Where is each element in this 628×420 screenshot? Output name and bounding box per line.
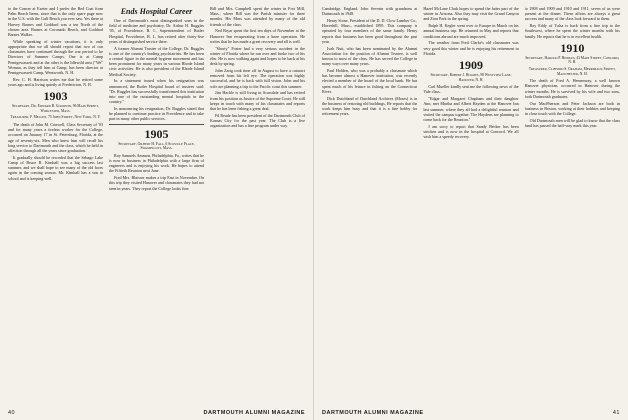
page-number: 40 xyxy=(8,410,16,416)
article-headline: Ends Hospital Career xyxy=(120,7,193,16)
class-treasurer-info: Treasurer, Clifford S. Graham, Merrimack Street, Manchester, N. H. xyxy=(528,67,616,76)
paragraph: Hazel McLane Clark hopes to spend the latter part of the winter in Arizona. Also they may visit the Grand Canyon and Zion Park in the spring. xyxy=(423,6,519,22)
magazine-title: DARTMOUTH ALUMNI MAGAZINE xyxy=(203,410,305,416)
paragraph: While speaking of winter vacations, it is only appropriate that we all should report that two of our classmates have continued through the war period to be Directors of Summer Camps. One is at Camp Pemigewassett and at the other is the Idlewild area ("We" Woman, as they tell him at Camp, has been director at Pemigewassett Camp, Wentworth, N. H. xyxy=(8,38,103,76)
paragraph: Henry Stone, President of the D. D. Clow Lumber Co., Haverhill, Mass., established 1895. This company is operated by four members of the same family. Henry reports that business has been good throughout the past year. xyxy=(322,18,418,44)
left-page-footer xyxy=(8,410,305,416)
paragraph: It gradually should be recorded that the Sebago Lake Camp of Bruce R. Kimball was a big success last summer, and we shall hope to see many of the old faces again in the coming season. Mr. Kimball has a son in school and is keeping well. xyxy=(8,154,103,181)
right-page-footer xyxy=(322,410,620,416)
class-secretary-info: Secretary, Dr. Edward R. Goodwin, 96 Main Street, Worcester, Mass. xyxy=(12,104,99,113)
paragraph: Rev. C. H. Harrison writes me that he retired some years ago and is living quietly at Fredericton, N. B. xyxy=(8,76,103,88)
right-column-2 xyxy=(423,6,518,400)
paragraph: Cambridge, England. John Severin with grandsons at Dartmouth in 1948. xyxy=(322,6,418,17)
right-column-3 xyxy=(525,6,620,400)
class-secretary-info: Secretary, Harold P. Hinman, 43 Main Street, Concord, N. H. xyxy=(525,55,620,65)
right-page-columns xyxy=(322,6,620,400)
paragraph: Paul Holden, who was a probably a classmate which has become almost a Hanover institution, was recently elected a member of the board of the local bank. He has spent much of his leisure in fishing on the Connecticut River. xyxy=(322,68,418,94)
paragraph: Jim Hackle is still living in Scarsdale and has retired from his position as Justice of the Supreme Court. He still keeps in touch with many of his classmates and reports that he has been fishing a great deal. xyxy=(210,90,305,112)
paragraph: Dick Dutchland of Dutchland Archives (Moses) is in the business of restoring old buildings. He reports that the work keeps him busy and that it is a fine hobby for retirement years. xyxy=(322,95,418,117)
paragraph: to 1908 and 1909 and 1910 and 1911, seven of us were present at the dinner. These affairs are always a great success and many of the class look forward to them. xyxy=(524,6,620,22)
paragraph: One of Dartmouth's most distinguished sons in the field of medicine and psychiatry, Dr. Arthur H. Ruggles '05, of Providence, R. I., Superintendent of Butler Hospital, Providence, R. I., has retired after thirty-five years of distinguished service there. xyxy=(109,18,204,44)
paragraph: Fd Reade has been president of the Dartmouth Club of Kansas City for the past year. The Club is a live organization and has a fine program under way. xyxy=(210,112,305,129)
paragraph: "Shorty" Foster had a very serious accident in the winter of Florida where he ran over and broke two of his ribs. He is now walking again and hopes to be back at his desk by spring. xyxy=(210,45,305,67)
paragraph: Carl Mueller kindly sent me the following news of the Vale class. xyxy=(423,84,519,95)
page-number: 41 xyxy=(612,410,620,416)
paragraph: Ned Bryar spent the first ten days of November at the Hanover Inn recuperating from a knee operation. He writes that he has made a great recovery and all is well. xyxy=(210,28,305,44)
paragraph: Ray Eddy of Tulsa is back from a fine trip to the Southwest, where he spent the winter months with his family. He reports that he is in excellent health. xyxy=(524,23,620,39)
class-year-heading: 1909 xyxy=(458,58,483,73)
class-year-heading: 1905 xyxy=(144,126,169,141)
class-year-heading: 1910 xyxy=(560,40,585,55)
magazine-title: DARTMOUTH ALUMNI MAGAZINE xyxy=(322,410,424,416)
divider xyxy=(109,124,204,125)
left-column-3 xyxy=(210,6,305,400)
paragraph: The death of John M. Conwell, Class Secretary of '03 and for many years a tireless worker for the College, occurred on January 17 in St. Petersburg, Florida, at the age of seventy-six. Men who knew him will recall his long service to Dartmouth and the class, which he held in affection through all the years since graduation. xyxy=(8,122,103,154)
class-year-heading: 1903 xyxy=(43,89,68,104)
paragraph: Ralph H. Kegler went over to Europe in March on his annual business trip. He returned in May and reports that conditions abroad are much improved. xyxy=(423,23,519,39)
paragraph: John Zarig took time off in August to have a cataract removed from his left eye. The operation was highly successful, and he is back with full vision. John and his wife are planning a trip to the Pacific coast this summer. xyxy=(210,68,305,89)
paragraph: In a statement issued when his resignation was announced, the Butler Hospital board of trustees said: "Dr. Ruggles has successfully transformed this institution into one of the outstanding mental hospitals in the country." xyxy=(109,78,204,105)
paragraph: Fred Mrs. Blaisser makes a trip East in November. On this trip they visited Hanover and classmates they had not seen in years. They report the College looks fine. xyxy=(109,175,204,191)
paragraph: I am sorry to report that Sandy Becker has been stricken and is now in the hospital at Concord. We all wish him a speedy recovery. xyxy=(423,123,519,140)
class-secretary-info: Secretary, Robert J. Holmes, 98 Westview Lane, Hanover, N. H. xyxy=(430,73,512,82)
paragraph: The weather from Fred Clarke's old classmates was very good this winter and he is enjoying his retirement in Florida. xyxy=(423,40,519,56)
left-column-2 xyxy=(109,6,204,400)
paragraph: Old Dartmouth men will be glad to know that the class fund has passed the half-way mark this year. xyxy=(524,117,620,128)
right-page xyxy=(314,0,628,420)
paragraph: Ivah Nutt, who has been nominated by the Alumni Association for the position of Alumni Trustee, is well known to most of the class. He has served the College in many ways over many years. xyxy=(322,45,418,67)
paragraph: to the Cancer at Exeter and I prefer the Red Coat from Palm Beach Items, since that is the only spare page now in the U.S. with the Gulf Beach you ever saw. Yes there at Harvey Barnes and Goddard was a ten North of the chosen area. Barnes at Coronado Beach, and Goddard Barnes Walker. xyxy=(8,6,103,38)
paragraph: "Edgar and Margaret Chapham and their daughter Ann, met Martha and Albert Hayden at the Hanover Inn last summer, where they all had a delightful reunion and visited the campus together. The Haydens are planning to come back for the Reunion." xyxy=(423,96,519,123)
paragraph: Our MacPherson and Peter Jackson are both in business in Boston, working at their hobbies and keeping in close touch with the College. xyxy=(524,100,620,116)
paragraph: Bill and Mrs. Campbell spent the winter in Fort Mill, Mass., where Bill was the Parish minister for three months. His Mass was attended by many of the old friends of the class. xyxy=(210,6,305,27)
paragraph: In announcing his resignation, Dr. Ruggles stated that he planned to continue practice in Providence and to take part in many other public services. xyxy=(109,106,204,122)
left-column-1 xyxy=(8,6,103,400)
left-page-columns xyxy=(8,6,305,400)
paragraph: Roy Samuels Ammon, Philadelphia, Pa., writes that he is now in business in Philadelphia with a large firm of engineers and is enjoying his work. He hopes to attend the Fiftieth Reunion next June. xyxy=(109,152,204,174)
class-secretary-info: Secretary, Gilbert H. Fall, 6 Scoville Place, Swampscott, Mass. xyxy=(118,141,195,151)
paragraph: The death of Fred A. Hemenway, a well known Hanover physician, occurred in Hanover during the winter months. He is survived by his wife and two sons, both Dartmouth graduates. xyxy=(524,78,620,99)
right-column-1 xyxy=(322,6,417,400)
paragraph: A former Alumni Trustee of the College, Dr. Ruggles is one of the country's leading psychiatrists. He has been a central figure in the mental hygiene movement and has been prominent for many years in various Rhode Island civic activities. He is also president of the Rhode Island Medical Society. xyxy=(109,45,204,77)
class-treasurer-info: Treasurer, F. Mellen, 75 John Street, New York, N. Y. xyxy=(10,115,101,120)
